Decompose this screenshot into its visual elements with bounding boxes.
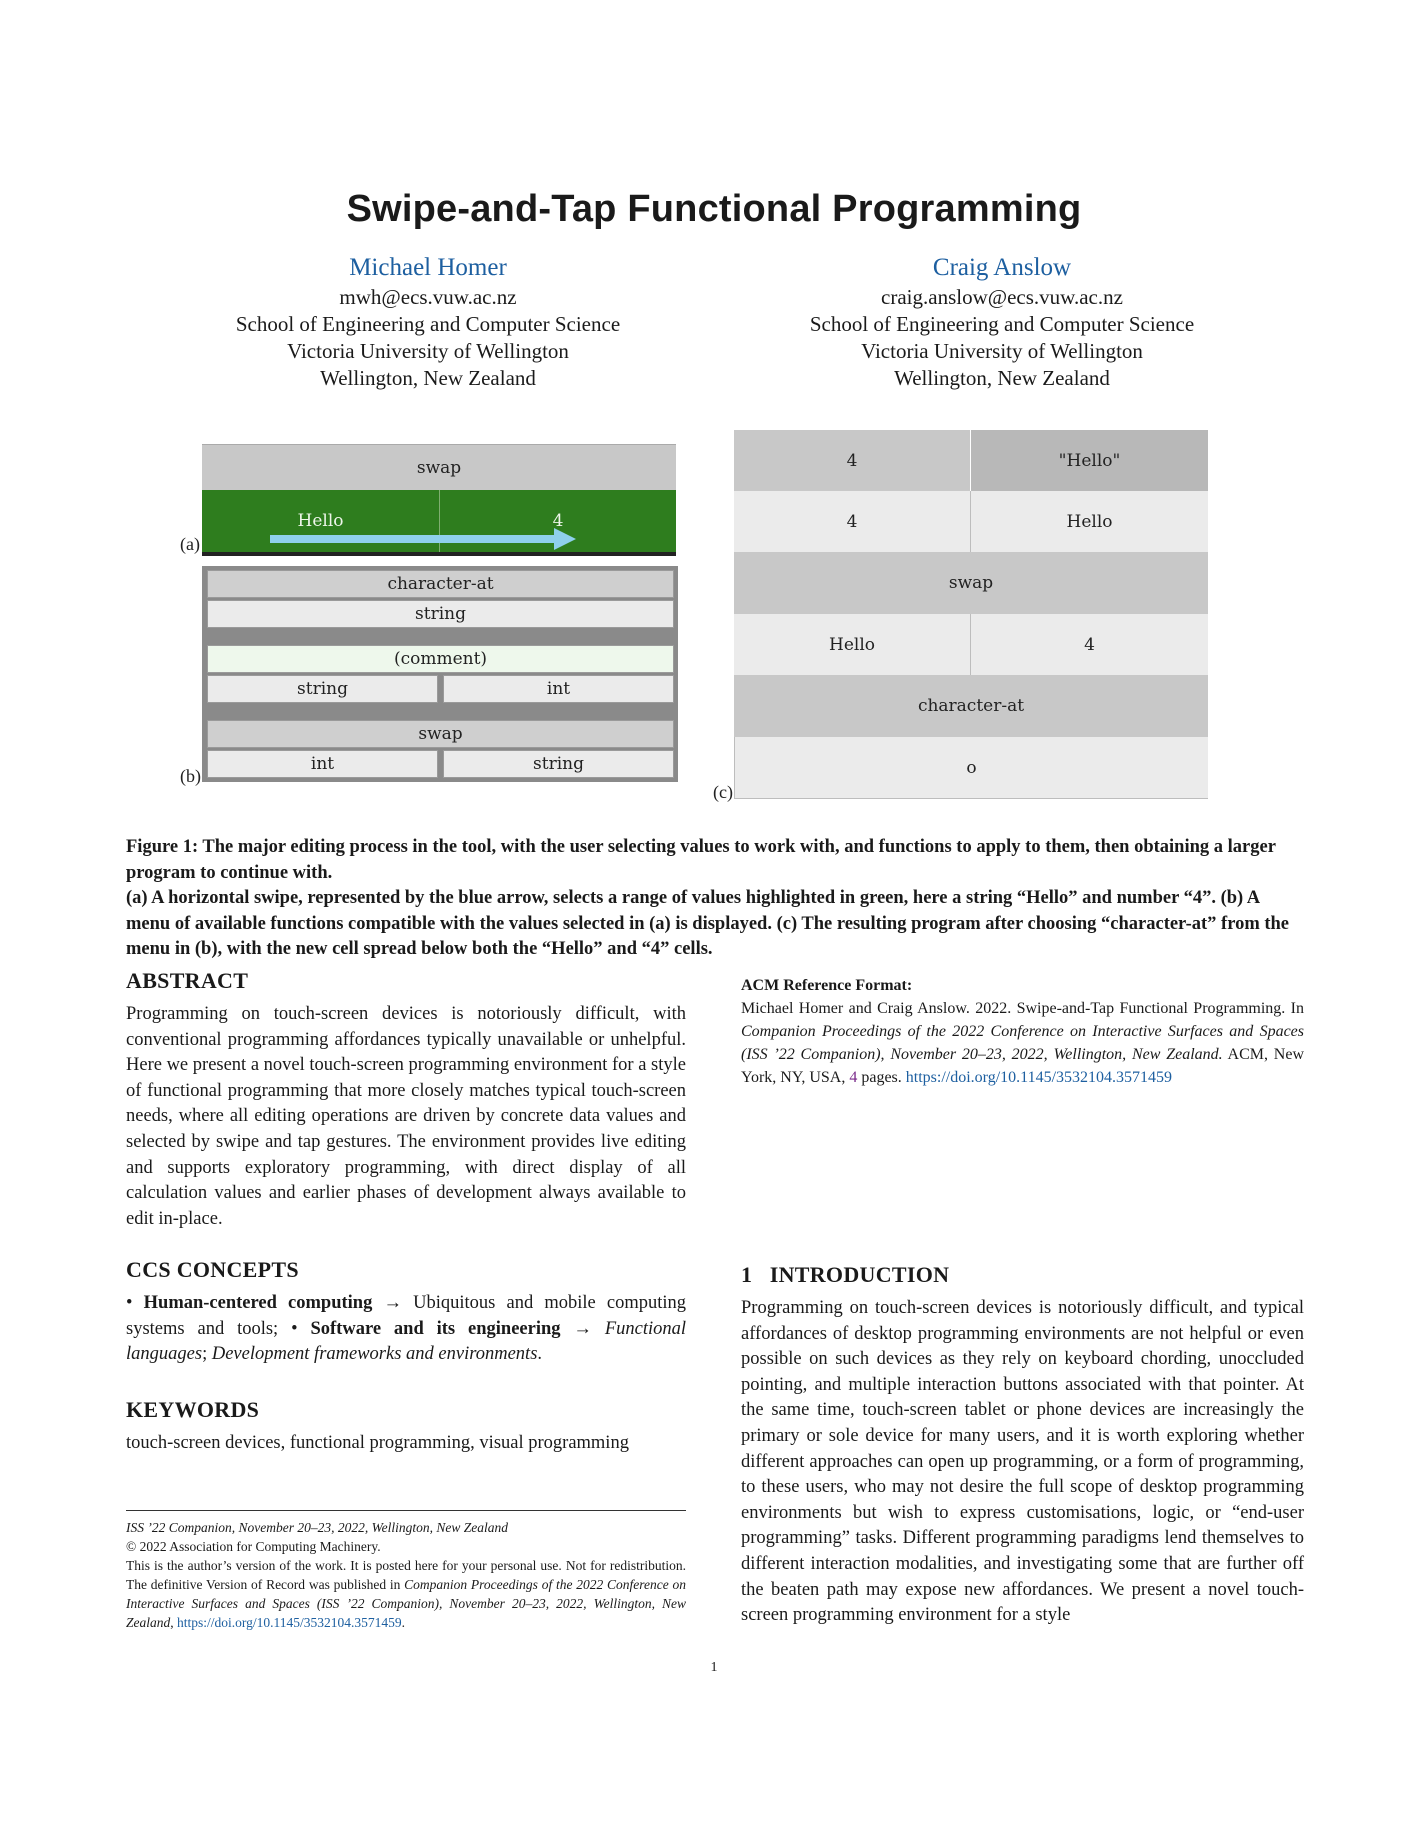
arrow-icon: →: [383, 1293, 402, 1313]
swipe-arrow-head: [554, 528, 576, 550]
page-number: 1: [710, 1660, 718, 1675]
result-cell-4[interactable]: 4: [734, 430, 971, 491]
menu-item-comment[interactable]: (comment): [207, 645, 674, 673]
subfigure-label-a: (a): [180, 534, 200, 554]
bullet: •: [291, 1318, 298, 1339]
acm-ref-pages-word: pages.: [861, 1069, 902, 1086]
four-value-cell[interactable]: 4: [439, 490, 676, 552]
acm-ref-pages-link[interactable]: 4: [849, 1069, 858, 1086]
figure-caption: [126, 835, 1304, 963]
menu-item-type-string[interactable]: string: [207, 600, 674, 628]
caption-line-1: Figure 1: The major editing process in the tool, with the user selecting values to work with, and functions to apply to them, then obtaining a larger program to continue with.: [126, 837, 1276, 883]
result-cell-hello-literal[interactable]: "Hello": [971, 430, 1208, 491]
footnote-notice-block: [126, 1556, 686, 1632]
keywords-text: touch-screen devices, functional programming, visual programming: [126, 1433, 629, 1453]
acm-reference: [741, 974, 1304, 1089]
abstract-text: Programming on touch-screen devices is notoriously difficult, with conventional programming affordances typically unavailable or unhelpful. Here we present a novel touch-screen programming environment for a style of functional programming that more closely matches typical touch-screen needs, where all editing operations are driven by concrete data values and selected by swipe and tap gestures. The environment provides live editing and supports exploratory programming, with direct display of all calculation values and earlier phases of development always available to edit in-place.: [126, 1004, 686, 1229]
author-location: Wellington, New Zealand: [320, 366, 536, 390]
result-cell-4-value[interactable]: 4: [734, 491, 971, 552]
keywords-heading: KEYWORDS: [126, 1397, 260, 1422]
menu-item-type-int[interactable]: int: [207, 750, 438, 778]
hello-value-cell[interactable]: Hello: [202, 490, 439, 552]
acm-ref-doi-link[interactable]: https://doi.org/10.1145/3532104.3571459: [905, 1069, 1173, 1086]
result-cell-output[interactable]: o: [734, 737, 1208, 799]
period: .: [401, 1615, 406, 1630]
author-location: Wellington, New Zealand: [894, 366, 1110, 390]
author-block-1: [188, 252, 668, 392]
author-univ: Victoria University of Wellington: [861, 339, 1143, 363]
menu-item-type-int[interactable]: int: [443, 675, 674, 703]
acm-ref-proceedings: Companion Proceedings of the 2022 Conference on Interactive Surfaces and Spaces (ISS ’22 Companion), November 20–23, 2022, Wellington, New Zealand.: [741, 1023, 1304, 1063]
caption-line-2: (a) A horizontal swipe, represented by the blue arrow, selects a range of values highlighted in green, here a string “Hello” and number “4”. (b) A menu of available functions compatible with the values selected in (a) is displayed. (c) The resulting program after choosing “character-at” from the menu in (b), with the new cell spread below both the “Hello” and “4” cells.: [126, 888, 1290, 959]
menu-item-type-string[interactable]: string: [443, 750, 674, 778]
acm-ref-body: [741, 997, 1304, 1089]
bullet: •: [126, 1293, 133, 1313]
author-block-2: [762, 252, 1242, 392]
author-dept: School of Engineering and Computer Science: [809, 312, 1195, 336]
swipe-arrow-shaft: [270, 535, 556, 543]
section-title: INTRODUCTION: [769, 1262, 950, 1287]
menu-item-type-string[interactable]: string: [207, 675, 438, 703]
ccs-subterm: Ubiquitous and mobile computing systems and tools;: [126, 1293, 687, 1339]
menu-item-swap[interactable]: swap: [207, 720, 674, 748]
author-email: mwh@ecs.vuw.ac.nz: [339, 285, 517, 309]
author-email: craig.anslow@ecs.vuw.ac.nz: [881, 285, 1123, 309]
footnote-copyright: © 2022 Association for Computing Machinery.: [126, 1539, 381, 1554]
result-cell-hello-swapped[interactable]: Hello: [734, 614, 971, 675]
separator: ;: [202, 1344, 208, 1365]
author-name[interactable]: Michael Homer: [349, 254, 507, 281]
acm-ref-authors: Michael Homer and Craig Anslow. 2022. Swipe-and-Tap Functional Programming. In: [741, 1000, 1304, 1017]
author-dept: School of Engineering and Computer Science: [235, 312, 621, 336]
abstract-heading: ABSTRACT: [126, 968, 249, 993]
ccs-text: [126, 1291, 686, 1368]
acm-ref-publisher: ACM, New York, NY, USA,: [741, 1046, 1304, 1086]
subfigure-label-b: (b): [180, 766, 201, 786]
footnote-doi-link[interactable]: https://doi.org/10.1145/3532104.3571459: [177, 1615, 402, 1630]
intro-text: Programming on touch-screen devices is notoriously difficult, and typical affordances of desktop programming environments are not helpful or even possible on such devices as they rely on keyboard chording, unoccluded pointing, and multiple interaction buttons associated with that pointer. At the same time, touch-screen tablet or phone devices are increasingly the primary or sole device for many users, and it is worth exploring whether different approaches can open up programming, or a form of programming, to these users, who may not desire the full scope of desktop programming environments but wish to express customisations, logic, or “end-user programming” tasks. Different programming paradigms lend themselves to different interaction modalities, and investigating some that are further off the beaten path may expose new affordances. We present a novel touch-screen programming environment for a style: [741, 1298, 1304, 1626]
ccs-italic-2: Development frameworks and environments: [211, 1344, 538, 1365]
swap-function-cell[interactable]: swap: [202, 444, 676, 490]
acm-ref-heading: ACM Reference Format:: [741, 977, 913, 994]
result-cell-swap[interactable]: swap: [734, 552, 1208, 614]
ccs-term-hcc: Human-centered computing: [143, 1293, 373, 1313]
footnote-venue: ISS ’22 Companion, November 20–23, 2022, Wellington, New Zealand: [126, 1520, 508, 1535]
footnote-notice: This is the author’s version of the work. It is posted here for your personal use. Not for redistribution. The definitive Version of Record was published in: [126, 1558, 686, 1592]
arrow-icon: →: [573, 1318, 592, 1339]
result-cell-hello-value[interactable]: Hello: [971, 491, 1208, 552]
author-name[interactable]: Craig Anslow: [932, 254, 1072, 281]
ccs-heading: CCS CONCEPTS: [126, 1257, 299, 1282]
footnote-proceedings: Companion Proceedings of the 2022 Conference on Interactive Surfaces and Spaces (ISS ’22 Companion), November 20–23, 2022, Wellington, New Zealand: [126, 1577, 687, 1630]
swipe-arrow-icon: [270, 528, 576, 550]
menu-item-character-at[interactable]: character-at: [207, 570, 674, 598]
footnote: [126, 1518, 686, 1632]
comma: ,: [170, 1615, 174, 1630]
section-number: 1: [741, 1262, 753, 1287]
result-cell-4-swapped[interactable]: 4: [971, 614, 1208, 675]
period: .: [537, 1344, 543, 1365]
ccs-term-software: Software and its engineering: [310, 1318, 561, 1339]
result-cell-character-at[interactable]: character-at: [734, 675, 1208, 737]
ccs-italic-1: Functional languages: [126, 1318, 686, 1365]
intro-heading: [741, 1262, 949, 1288]
subfigure-label-c: (c): [713, 782, 733, 802]
paper-title: Swipe-and-Tap Functional Programming: [346, 188, 1082, 230]
author-univ: Victoria University of Wellington: [287, 339, 569, 363]
divider: [202, 552, 676, 556]
footnote-rule: [126, 1510, 686, 1511]
